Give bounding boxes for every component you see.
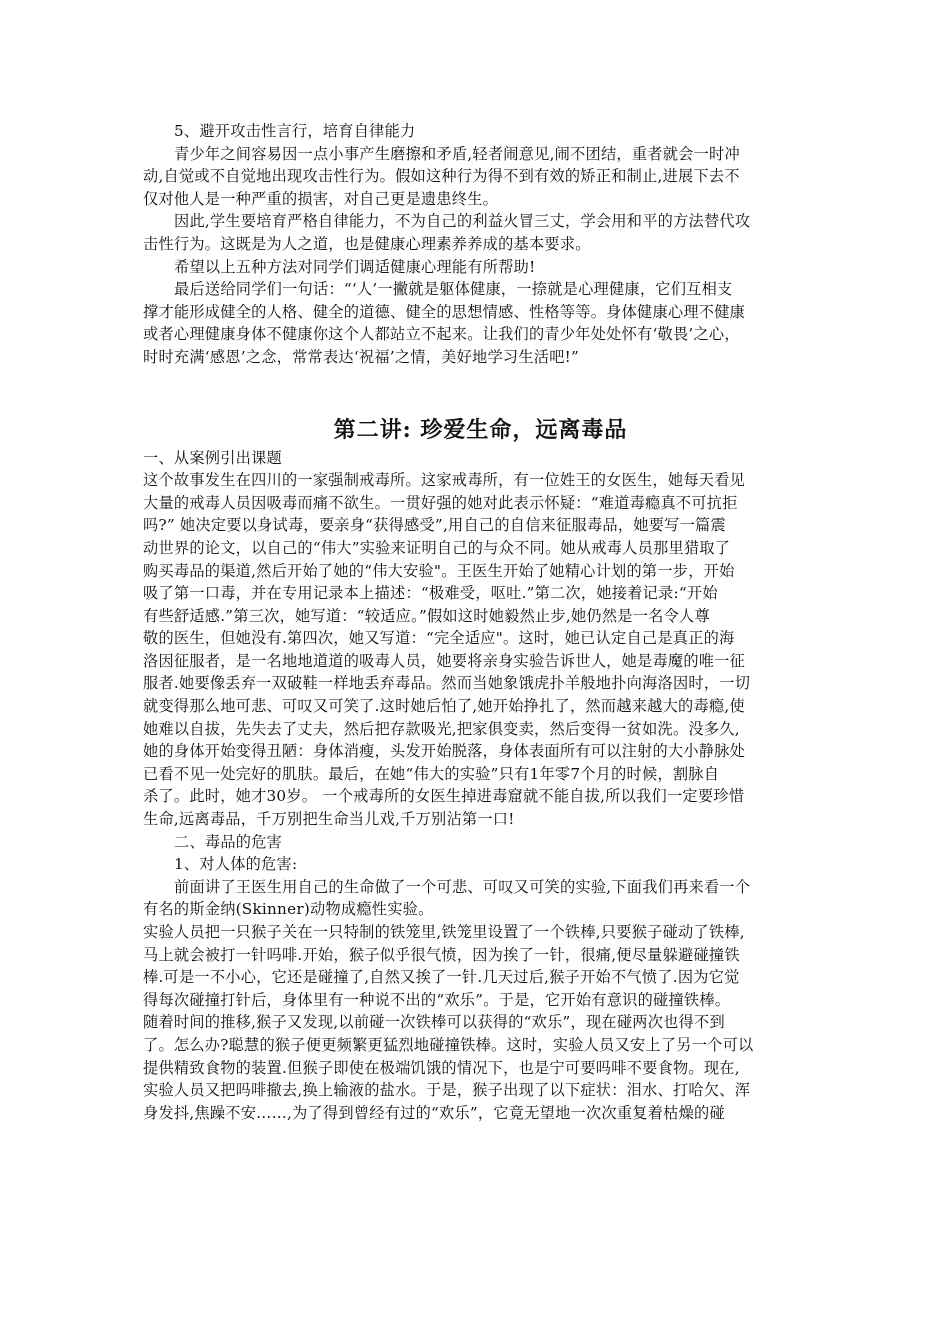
experiment-line: 了。怎么办?聪慧的猴子便更频繁更猛烈地碰撞铁棒。这时，实验人员又安上了另一个可以 <box>143 1035 754 1054</box>
story-line: 有些舒适感.”第三次，她写道：“较适应。”假如这时她毅然止步,她仍然是一名令人尊 <box>143 606 710 625</box>
experiment-line: 得每次碰撞打针后，身体里有一种说不出的“欢乐”。于是，它开始有意识的碰撞铁棒。 <box>143 990 731 1009</box>
document-page <box>143 120 808 1124</box>
paragraph-line: 有名的斯金纳(Skinner)动物成瘾性实验。 <box>143 900 434 919</box>
paragraph-line: 因此,学生要培育严格自律能力，不为自己的利益火冒三丈，学会用和平的方法替代攻 <box>174 212 751 231</box>
paragraph-line: 动,自觉或不自觉地出现攻击性行为。假如这种行为得不到有效的矫正和制止,进展下去不 <box>143 167 740 186</box>
experiment-line: 身发抖,焦躁不安……,为了得到曾经有过的“欢乐”，它竟无望地一次次重复着枯燥的碰 <box>143 1103 725 1122</box>
section5-heading: 5、避开攻击性言行，培育自律能力 <box>174 122 416 140</box>
subsection-heading: 1、对人体的危害: <box>174 855 298 874</box>
experiment-line: 提供精致食物的装置.但猴子即使在极端饥饿的情况下，也是宁可要吗啡不要食物。现在, <box>143 1058 740 1077</box>
experiment-line: 马上就会被打一针吗啡.开始，猴子似乎很气愤，因为挨了一针，很痛,便尽量躲避碰撞铁 <box>143 945 740 964</box>
experiment-line: 随着时间的推移,猴子又发现,以前碰一次铁棒可以获得的“欢乐”，现在碰两次也得不到 <box>143 1013 725 1032</box>
lecture-title: 第二讲: 珍爱生命，远离毒品 <box>333 416 628 443</box>
story-line: 服者.她要像丢弃一双破鞋一样地丢弃毒品。然而当她象饿虎扑羊般地扑向海洛因时，一切 <box>143 674 751 693</box>
story-line: 敬的医生，但她没有.第四次，她又写道：“完全适应"。这时，她已认定自己是真正的海 <box>143 629 735 648</box>
story-line: 就变得那么地可悲、可叹又可笑了.这时她后怕了,她开始挣扎了，然而越来越大的毒瘾,使 <box>143 697 745 716</box>
story-line: 这个故事发生在四川的一家强制戒毒所。这家戒毒所，有一位姓王的女医生，她每天看见 <box>143 471 746 490</box>
story-line: 生命,远离毒品，千万别把生命当儿戏,千万别沾第一口! <box>143 810 515 829</box>
experiment-line: 棒.可是一不小心，它还是碰撞了,自然又挨了一针.几天过后,猴子开始不气愤了.因为它觉 <box>143 968 740 987</box>
paragraph-line: 击性行为。这既是为人之道，也是健康心理素养养成的基本要求。 <box>143 234 591 253</box>
paragraph-line: 时时充满‘感恩’之念，常常表达‘祝福’之情，美好地学习生活吧!” <box>143 347 580 366</box>
experiment-line: 实验人员把一只猴子关在一只特制的铁笼里,铁笼里设置了一个铁棒,只要猴子碰动了铁棒, <box>143 923 745 941</box>
story-line: 吸了第一口毒，并在专用记录本上描述：“极难受，呕吐.”第二次，她接着记录:“开始 <box>143 584 718 603</box>
story-line: 吗?” 她决定要以身试毒，要亲身“获得感受”,用自己的自信来征服毒品，她要写一篇震 <box>143 516 726 535</box>
paragraph-line: 前面讲了王医生用自己的生命做了一个可悲、可叹又可笑的实验,下面我们再来看一个 <box>174 877 751 896</box>
story-line: 杀了。此时，她才30岁。 一个戒毒所的女医生掉进毒窟就不能自拔,所以我们一定要珍惜 <box>143 787 745 806</box>
paragraph-line: 仅对他人是一种严重的损害，对自己更是遗患终生。 <box>143 189 499 208</box>
story-line: 她难以自拔，先失去了丈夫，然后把存款吸光,把家俱变卖，然后变得一贫如洗。没多久, <box>143 719 740 738</box>
story-line: 购买毒品的渠道,然后开始了她的“伟大安验"。王医生开始了她精心计划的第一步，开始 <box>143 561 735 580</box>
paragraph-line: 或者心理健康身体不健康你这个人都站立不起来。让我们的青少年处处怀有‘敬畏’之心， <box>143 325 740 344</box>
story-line: 已看不见一处完好的肌肤。最后，在她“伟大的实验”只有1年零7个月的时候，割脉自 <box>143 764 720 783</box>
subsection-heading: 二、毒品的危害 <box>174 832 283 851</box>
story-line: 动世界的论文，以自己的“伟大”实验来证明自己的与众不同。她从戒毒人员那里猎取了 <box>143 538 731 557</box>
section-lecture-two <box>143 415 808 1125</box>
story-line: 洛因征服者，是一名地地道道的吸毒人员，她要将亲身实验告诉世人，她是毒魔的唯一征 <box>143 651 746 670</box>
section-psychology-part <box>143 120 808 369</box>
paragraph-line: 撑才能形成健全的人格、健全的道德、健全的思想情感、性格等等。身体健康心理不健康 <box>143 302 746 321</box>
paragraph-line: 最后送给同学们一句话：“‘人’一撇就是躯体健康，一捺就是心理健康，它们互相支 <box>174 280 733 299</box>
story-line: 她的身体开始变得丑陋：身体消瘦，头发开始脱落，身体表面所有可以注射的大小静脉处 <box>143 742 746 761</box>
paragraph-line: 希望以上五种方法对同学们调适健康心理能有所帮助! <box>174 257 536 276</box>
paragraph-line: 青少年之间容易因一点小事产生磨擦和矛盾,轻者闹意见,闹不团结，重者就会一时冲 <box>174 144 740 163</box>
experiment-line: 实验人员又把吗啡撤去,换上输液的盐水。于是，猴子出现了以下症状：泪水、打哈欠、浑 <box>143 1081 751 1100</box>
story-line: 大量的戒毒人员因吸毒而痛不欲生。一贯好强的她对此表示怀疑：“难道毒瘾真不可抗拒 <box>143 493 738 512</box>
subsection-heading: 一、从案例引出课题 <box>143 448 282 467</box>
